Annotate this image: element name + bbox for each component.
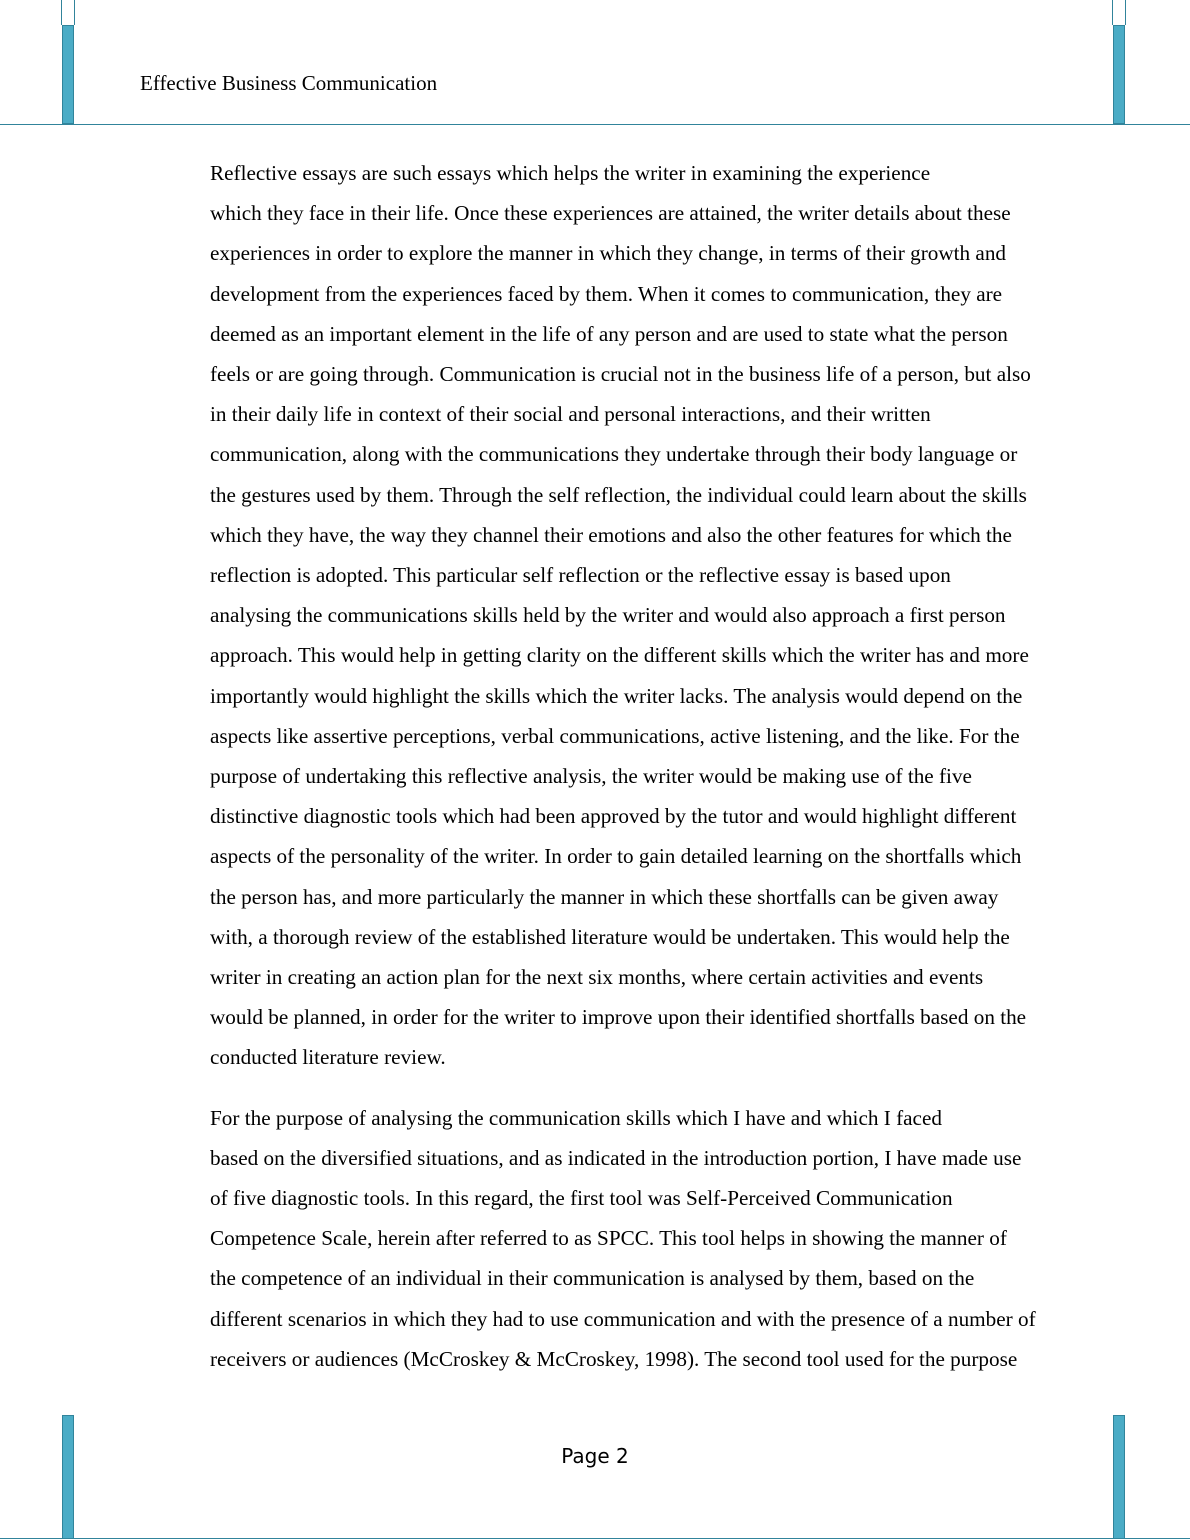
header-left-accent-bar [62, 25, 74, 124]
text-line: based on the diversified situations, and as indicated in the introduction portion, I have made use [210, 1145, 1022, 1170]
footer-left-accent-bar [62, 1415, 74, 1539]
text-line: writer in creating an action plan for the next six months, where certain activities and events [210, 965, 984, 990]
text-line: would be planned, in order for the writer to improve upon their identified shortfalls based on the [210, 1005, 1027, 1030]
text-line: analysing the communications skills held by the writer and would also approach a first person [210, 603, 1006, 628]
paragraph-diagnostic-tools [140, 1098, 1052, 1379]
text-line: the competence of an individual in their communication is analysed by them, based on the [210, 1266, 975, 1291]
header-left-line [61, 0, 75, 25]
text-line: conducted literature review. [210, 1045, 446, 1070]
text-line: distinctive diagnostic tools which had been approved by the tutor and would highlight different [210, 804, 1017, 829]
text-line: the gestures used by them. Through the self reflection, the individual could learn about the skills [210, 482, 1027, 507]
header-right-line [1112, 0, 1126, 25]
footer-right-accent-bar [1113, 1415, 1125, 1539]
page-number: Page 2 [561, 1444, 629, 1468]
text-line: with, a thorough review of the established literature would be undertaken. This would help the [210, 924, 1010, 949]
document-body [140, 153, 1052, 1379]
text-line: different scenarios in which they had to use communication and with the presence of a number of [210, 1306, 1036, 1331]
text-line: which they have, the way they channel their emotions and also the other features for which the [210, 522, 1012, 547]
footer-divider [0, 1538, 1190, 1539]
text-line: aspects of the personality of the writer. In order to gain detailed learning on the shortfalls which [210, 844, 1022, 869]
text-line: Competence Scale, herein after referred to as SPCC. This tool helps in showing the manner of [210, 1226, 1007, 1251]
text-line: Reflective essays are such essays which helps the writer in examining the experience [210, 161, 931, 185]
text-line: feels or are going through. Communication is crucial not in the business life of a person, but also [210, 362, 1031, 387]
text-line: deemed as an important element in the life of any person and are used to state what the person [210, 321, 1008, 346]
text-line: the person has, and more particularly the manner in which these shortfalls can be given away [210, 884, 999, 909]
paragraph-introduction [140, 153, 1052, 1078]
text-line: approach. This would help in getting clarity on the different skills which the writer has and more [210, 643, 1029, 668]
text-line: For the purpose of analysing the communication skills which I have and which I faced [210, 1105, 942, 1130]
header-right-accent-bar [1113, 25, 1125, 124]
text-line: aspects like assertive perceptions, verbal communications, active listening, and the like. For the [210, 723, 1020, 748]
header-divider [0, 124, 1190, 125]
running-header-title: Effective Business Communication [140, 71, 438, 95]
text-line: development from the experiences faced by them. When it comes to communication, they are [210, 281, 1003, 306]
text-line: purpose of undertaking this reflective analysis, the writer would be making use of the five [210, 764, 972, 789]
text-line: which they face in their life. Once these experiences are attained, the writer details about these [210, 201, 1011, 226]
text-line: communication, along with the communications they undertake through their body language or [210, 442, 1018, 467]
text-line: importantly would highlight the skills which the writer lacks. The analysis would depend on the [210, 683, 1023, 708]
text-line: receivers or audiences (McCroskey & McCroskey, 1998). The second tool used for the purpose [210, 1346, 1018, 1371]
text-line: experiences in order to explore the manner in which they change, in terms of their growth and [210, 241, 1007, 266]
text-line: in their daily life in context of their social and personal interactions, and their written [210, 402, 931, 427]
text-line: of five diagnostic tools. In this regard, the first tool was Self-Perceived Communication [210, 1186, 953, 1211]
text-line: reflection is adopted. This particular self reflection or the reflective essay is based upon [210, 563, 951, 588]
